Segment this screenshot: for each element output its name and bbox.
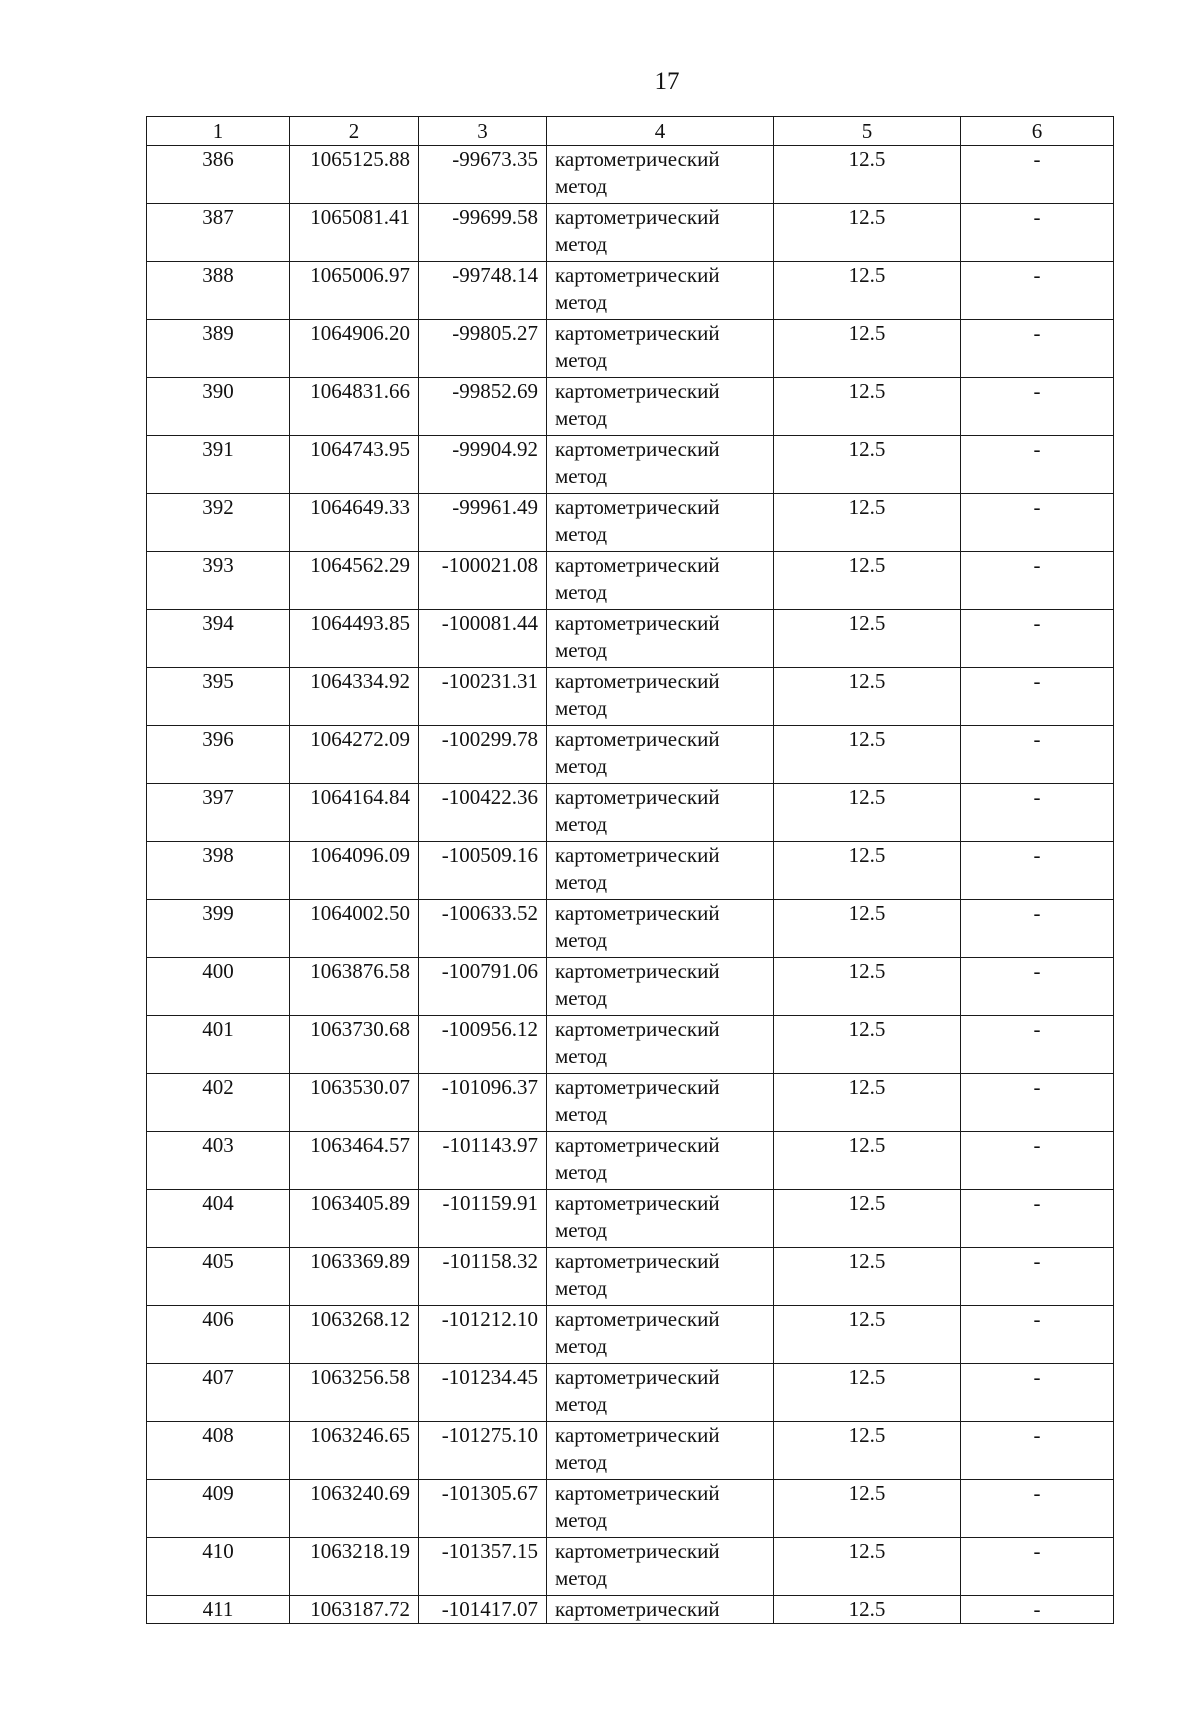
x-coordinate-cell: 1063240.69 bbox=[290, 1480, 419, 1538]
x-coordinate-cell: 1063530.07 bbox=[290, 1074, 419, 1132]
table-row bbox=[147, 1132, 1114, 1190]
description-cell: - bbox=[961, 784, 1114, 842]
x-coordinate-cell: 1064164.84 bbox=[290, 784, 419, 842]
point-number-cell: 386 bbox=[147, 146, 290, 204]
accuracy-cell: 12.5 bbox=[774, 1016, 961, 1074]
method-cell bbox=[547, 378, 774, 436]
accuracy-cell: 12.5 bbox=[774, 378, 961, 436]
y-coordinate-cell: -101158.32 bbox=[419, 1248, 547, 1306]
y-coordinate-cell: -101096.37 bbox=[419, 1074, 547, 1132]
y-coordinate-cell: -100791.06 bbox=[419, 958, 547, 1016]
method-line-2: метод bbox=[555, 870, 608, 894]
point-number-cell: 405 bbox=[147, 1248, 290, 1306]
table-row bbox=[147, 552, 1114, 610]
page-number: 17 bbox=[654, 68, 680, 95]
x-coordinate-cell: 1064272.09 bbox=[290, 726, 419, 784]
method-line-1: картометрический bbox=[555, 669, 720, 693]
table-row bbox=[147, 1306, 1114, 1364]
column-header: 3 bbox=[419, 117, 547, 146]
x-coordinate-cell: 1064906.20 bbox=[290, 320, 419, 378]
table-row bbox=[147, 1538, 1114, 1596]
table-row bbox=[147, 1074, 1114, 1132]
method-line-2: метод bbox=[555, 580, 608, 604]
point-number-cell: 400 bbox=[147, 958, 290, 1016]
table-row bbox=[147, 204, 1114, 262]
column-header: 5 bbox=[774, 117, 961, 146]
method-line-1: картометрический bbox=[555, 611, 720, 635]
method-line-1: картометрический bbox=[555, 959, 720, 983]
point-number-cell: 395 bbox=[147, 668, 290, 726]
column-header: 6 bbox=[961, 117, 1114, 146]
description-cell: - bbox=[961, 900, 1114, 958]
description-cell: - bbox=[961, 378, 1114, 436]
x-coordinate-cell: 1065081.41 bbox=[290, 204, 419, 262]
accuracy-cell: 12.5 bbox=[774, 610, 961, 668]
y-coordinate-cell: -99699.58 bbox=[419, 204, 547, 262]
point-number-cell: 394 bbox=[147, 610, 290, 668]
description-cell: - bbox=[961, 1538, 1114, 1596]
point-number-cell: 399 bbox=[147, 900, 290, 958]
method-cell bbox=[547, 726, 774, 784]
table-row bbox=[147, 1364, 1114, 1422]
table-row bbox=[147, 958, 1114, 1016]
method-line-1: картометрический bbox=[555, 495, 720, 519]
method-cell bbox=[547, 1364, 774, 1422]
accuracy-cell: 12.5 bbox=[774, 726, 961, 784]
y-coordinate-cell: -101417.07 bbox=[419, 1596, 547, 1624]
point-number-cell: 411 bbox=[147, 1596, 290, 1624]
point-number-cell: 398 bbox=[147, 842, 290, 900]
method-cell bbox=[547, 1480, 774, 1538]
method-line-2: метод bbox=[555, 174, 608, 198]
method-line-2: метод bbox=[555, 232, 608, 256]
method-line-1: картометрический bbox=[555, 1191, 720, 1215]
method-cell bbox=[547, 1422, 774, 1480]
accuracy-cell: 12.5 bbox=[774, 146, 961, 204]
method-cell bbox=[547, 146, 774, 204]
accuracy-cell: 12.5 bbox=[774, 494, 961, 552]
method-line-1: картометрический bbox=[555, 1481, 720, 1505]
method-line-2: метод bbox=[555, 290, 608, 314]
method-line-1: картометрический bbox=[555, 263, 720, 287]
method-line-1: картометрический bbox=[555, 1307, 720, 1331]
accuracy-cell: 12.5 bbox=[774, 1132, 961, 1190]
method-cell bbox=[547, 610, 774, 668]
point-number-cell: 393 bbox=[147, 552, 290, 610]
x-coordinate-cell: 1063246.65 bbox=[290, 1422, 419, 1480]
accuracy-cell: 12.5 bbox=[774, 1480, 961, 1538]
description-cell: - bbox=[961, 552, 1114, 610]
table-row bbox=[147, 1422, 1114, 1480]
description-cell: - bbox=[961, 1132, 1114, 1190]
column-header: 4 bbox=[547, 117, 774, 146]
method-line-1: картометрический bbox=[555, 1017, 720, 1041]
method-line-2: метод bbox=[555, 1450, 608, 1474]
method-cell bbox=[547, 784, 774, 842]
y-coordinate-cell: -101305.67 bbox=[419, 1480, 547, 1538]
accuracy-cell: 12.5 bbox=[774, 1190, 961, 1248]
accuracy-cell: 12.5 bbox=[774, 1364, 961, 1422]
method-line-2: метод bbox=[555, 812, 608, 836]
description-cell: - bbox=[961, 1596, 1114, 1624]
table-row bbox=[147, 900, 1114, 958]
method-cell bbox=[547, 900, 774, 958]
accuracy-cell: 12.5 bbox=[774, 900, 961, 958]
x-coordinate-cell: 1063369.89 bbox=[290, 1248, 419, 1306]
table-header-row bbox=[147, 117, 1114, 146]
method-line-1: картометрический bbox=[555, 1133, 720, 1157]
method-cell bbox=[547, 552, 774, 610]
point-number-cell: 408 bbox=[147, 1422, 290, 1480]
method-cell bbox=[547, 262, 774, 320]
x-coordinate-cell: 1064743.95 bbox=[290, 436, 419, 494]
accuracy-cell: 12.5 bbox=[774, 784, 961, 842]
method-line-1: картометрический bbox=[555, 1423, 720, 1447]
method-cell bbox=[547, 1074, 774, 1132]
x-coordinate-cell: 1063464.57 bbox=[290, 1132, 419, 1190]
y-coordinate-cell: -99805.27 bbox=[419, 320, 547, 378]
method-cell bbox=[547, 436, 774, 494]
description-cell: - bbox=[961, 262, 1114, 320]
method-line-1: картометрический bbox=[555, 553, 720, 577]
description-cell: - bbox=[961, 842, 1114, 900]
description-cell: - bbox=[961, 1480, 1114, 1538]
method-line-2: метод bbox=[555, 1508, 608, 1532]
method-line-1: картометрический bbox=[555, 321, 720, 345]
y-coordinate-cell: -99673.35 bbox=[419, 146, 547, 204]
method-cell bbox=[547, 320, 774, 378]
accuracy-cell: 12.5 bbox=[774, 1248, 961, 1306]
accuracy-cell: 12.5 bbox=[774, 262, 961, 320]
method-line-2: метод bbox=[555, 348, 608, 372]
x-coordinate-cell: 1064493.85 bbox=[290, 610, 419, 668]
point-number-cell: 402 bbox=[147, 1074, 290, 1132]
table-row bbox=[147, 1596, 1114, 1624]
method-line-2: метод bbox=[555, 1218, 608, 1242]
y-coordinate-cell: -100422.36 bbox=[419, 784, 547, 842]
description-cell: - bbox=[961, 668, 1114, 726]
point-number-cell: 406 bbox=[147, 1306, 290, 1364]
x-coordinate-cell: 1064831.66 bbox=[290, 378, 419, 436]
method-line-2: метод bbox=[555, 1566, 608, 1590]
accuracy-cell: 12.5 bbox=[774, 204, 961, 262]
method-cell bbox=[547, 1016, 774, 1074]
method-line-2: метод bbox=[555, 1334, 608, 1358]
description-cell: - bbox=[961, 610, 1114, 668]
method-line-2: метод bbox=[555, 1392, 608, 1416]
accuracy-cell: 12.5 bbox=[774, 1074, 961, 1132]
x-coordinate-cell: 1063730.68 bbox=[290, 1016, 419, 1074]
method-line-1: картометрический bbox=[555, 785, 720, 809]
table-row bbox=[147, 494, 1114, 552]
method-line-2: метод bbox=[555, 928, 608, 952]
column-header: 1 bbox=[147, 117, 290, 146]
method-line-1: картометрический bbox=[555, 1597, 720, 1621]
table-row bbox=[147, 378, 1114, 436]
point-number-cell: 401 bbox=[147, 1016, 290, 1074]
description-cell: - bbox=[961, 436, 1114, 494]
method-line-1: картометрический bbox=[555, 843, 720, 867]
method-line-1: картометрический bbox=[555, 1365, 720, 1389]
method-cell bbox=[547, 1248, 774, 1306]
accuracy-cell: 12.5 bbox=[774, 1538, 961, 1596]
point-number-cell: 409 bbox=[147, 1480, 290, 1538]
method-line-2: метод bbox=[555, 638, 608, 662]
y-coordinate-cell: -101212.10 bbox=[419, 1306, 547, 1364]
y-coordinate-cell: -100081.44 bbox=[419, 610, 547, 668]
table-row bbox=[147, 842, 1114, 900]
point-number-cell: 404 bbox=[147, 1190, 290, 1248]
point-number-cell: 397 bbox=[147, 784, 290, 842]
y-coordinate-cell: -101357.15 bbox=[419, 1538, 547, 1596]
accuracy-cell: 12.5 bbox=[774, 1596, 961, 1624]
table-row bbox=[147, 668, 1114, 726]
method-line-1: картометрический bbox=[555, 727, 720, 751]
y-coordinate-cell: -101143.97 bbox=[419, 1132, 547, 1190]
method-line-2: метод bbox=[555, 696, 608, 720]
y-coordinate-cell: -99904.92 bbox=[419, 436, 547, 494]
y-coordinate-cell: -101159.91 bbox=[419, 1190, 547, 1248]
accuracy-cell: 12.5 bbox=[774, 668, 961, 726]
method-cell bbox=[547, 958, 774, 1016]
method-cell bbox=[547, 1132, 774, 1190]
method-line-2: метод bbox=[555, 1160, 608, 1184]
y-coordinate-cell: -100633.52 bbox=[419, 900, 547, 958]
description-cell: - bbox=[961, 1306, 1114, 1364]
y-coordinate-cell: -101234.45 bbox=[419, 1364, 547, 1422]
description-cell: - bbox=[961, 1248, 1114, 1306]
description-cell: - bbox=[961, 146, 1114, 204]
method-line-1: картометрический bbox=[555, 901, 720, 925]
description-cell: - bbox=[961, 1422, 1114, 1480]
method-line-2: метод bbox=[555, 522, 608, 546]
method-line-1: картометрический bbox=[555, 437, 720, 461]
x-coordinate-cell: 1063405.89 bbox=[290, 1190, 419, 1248]
x-coordinate-cell: 1063218.19 bbox=[290, 1538, 419, 1596]
y-coordinate-cell: -99852.69 bbox=[419, 378, 547, 436]
coordinates-table bbox=[146, 116, 1114, 1624]
table-row bbox=[147, 1248, 1114, 1306]
x-coordinate-cell: 1063876.58 bbox=[290, 958, 419, 1016]
point-number-cell: 410 bbox=[147, 1538, 290, 1596]
y-coordinate-cell: -100231.31 bbox=[419, 668, 547, 726]
method-line-1: картометрический bbox=[555, 147, 720, 171]
y-coordinate-cell: -100956.12 bbox=[419, 1016, 547, 1074]
method-line-1: картометрический bbox=[555, 1249, 720, 1273]
point-number-cell: 407 bbox=[147, 1364, 290, 1422]
method-line-2: метод bbox=[555, 1044, 608, 1068]
accuracy-cell: 12.5 bbox=[774, 958, 961, 1016]
point-number-cell: 390 bbox=[147, 378, 290, 436]
y-coordinate-cell: -100509.16 bbox=[419, 842, 547, 900]
method-line-2: метод bbox=[555, 986, 608, 1010]
point-number-cell: 388 bbox=[147, 262, 290, 320]
x-coordinate-cell: 1065125.88 bbox=[290, 146, 419, 204]
description-cell: - bbox=[961, 320, 1114, 378]
x-coordinate-cell: 1063256.58 bbox=[290, 1364, 419, 1422]
accuracy-cell: 12.5 bbox=[774, 1422, 961, 1480]
point-number-cell: 387 bbox=[147, 204, 290, 262]
point-number-cell: 392 bbox=[147, 494, 290, 552]
description-cell: - bbox=[961, 204, 1114, 262]
method-line-2: метод bbox=[555, 1102, 608, 1126]
description-cell: - bbox=[961, 1074, 1114, 1132]
x-coordinate-cell: 1064562.29 bbox=[290, 552, 419, 610]
method-cell bbox=[547, 1190, 774, 1248]
description-cell: - bbox=[961, 1016, 1114, 1074]
method-line-2: метод bbox=[555, 406, 608, 430]
method-line-2: метод bbox=[555, 754, 608, 778]
y-coordinate-cell: -100021.08 bbox=[419, 552, 547, 610]
point-number-cell: 391 bbox=[147, 436, 290, 494]
accuracy-cell: 12.5 bbox=[774, 436, 961, 494]
x-coordinate-cell: 1064096.09 bbox=[290, 842, 419, 900]
method-cell bbox=[547, 1596, 774, 1624]
table-row bbox=[147, 320, 1114, 378]
x-coordinate-cell: 1064649.33 bbox=[290, 494, 419, 552]
method-line-2: метод bbox=[555, 1276, 608, 1300]
table-row bbox=[147, 726, 1114, 784]
x-coordinate-cell: 1065006.97 bbox=[290, 262, 419, 320]
method-cell bbox=[547, 1538, 774, 1596]
method-line-1: картометрический bbox=[555, 379, 720, 403]
method-cell bbox=[547, 494, 774, 552]
description-cell: - bbox=[961, 726, 1114, 784]
table-row bbox=[147, 784, 1114, 842]
accuracy-cell: 12.5 bbox=[774, 842, 961, 900]
method-cell bbox=[547, 842, 774, 900]
x-coordinate-cell: 1064002.50 bbox=[290, 900, 419, 958]
method-line-2: метод bbox=[555, 464, 608, 488]
table-row bbox=[147, 610, 1114, 668]
point-number-cell: 396 bbox=[147, 726, 290, 784]
description-cell: - bbox=[961, 494, 1114, 552]
description-cell: - bbox=[961, 1190, 1114, 1248]
x-coordinate-cell: 1063187.72 bbox=[290, 1596, 419, 1624]
y-coordinate-cell: -100299.78 bbox=[419, 726, 547, 784]
y-coordinate-cell: -99748.14 bbox=[419, 262, 547, 320]
description-cell: - bbox=[961, 1364, 1114, 1422]
method-line-1: картометрический bbox=[555, 205, 720, 229]
table-row bbox=[147, 1016, 1114, 1074]
method-cell bbox=[547, 1306, 774, 1364]
description-cell: - bbox=[961, 958, 1114, 1016]
accuracy-cell: 12.5 bbox=[774, 320, 961, 378]
table-row bbox=[147, 146, 1114, 204]
point-number-cell: 403 bbox=[147, 1132, 290, 1190]
method-cell bbox=[547, 668, 774, 726]
x-coordinate-cell: 1064334.92 bbox=[290, 668, 419, 726]
accuracy-cell: 12.5 bbox=[774, 552, 961, 610]
y-coordinate-cell: -99961.49 bbox=[419, 494, 547, 552]
table-row bbox=[147, 1480, 1114, 1538]
method-line-1: картометрический bbox=[555, 1075, 720, 1099]
accuracy-cell: 12.5 bbox=[774, 1306, 961, 1364]
table-row bbox=[147, 1190, 1114, 1248]
y-coordinate-cell: -101275.10 bbox=[419, 1422, 547, 1480]
table-row bbox=[147, 262, 1114, 320]
x-coordinate-cell: 1063268.12 bbox=[290, 1306, 419, 1364]
table-row bbox=[147, 436, 1114, 494]
column-header: 2 bbox=[290, 117, 419, 146]
point-number-cell: 389 bbox=[147, 320, 290, 378]
method-cell bbox=[547, 204, 774, 262]
method-line-1: картометрический bbox=[555, 1539, 720, 1563]
